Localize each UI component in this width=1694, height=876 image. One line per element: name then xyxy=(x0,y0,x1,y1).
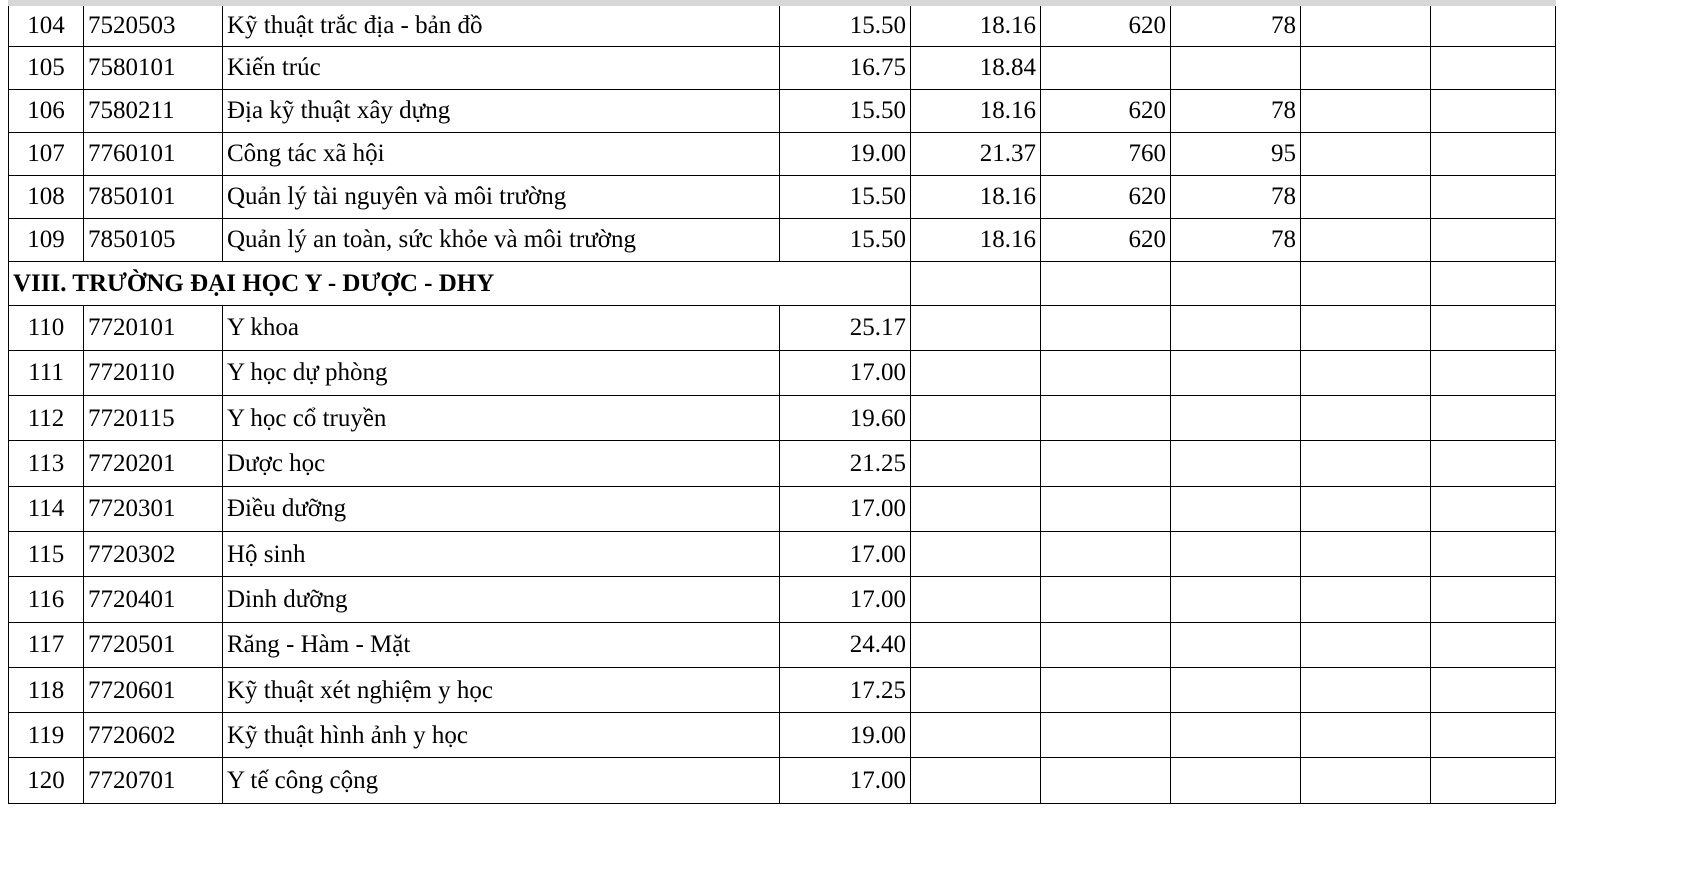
admission-scores-table xyxy=(8,0,1556,804)
row-number-cell[interactable]: 117 xyxy=(9,622,84,667)
empty-cell-1[interactable] xyxy=(1301,622,1431,667)
score-cell-3[interactable] xyxy=(1041,667,1171,712)
empty-cell-2[interactable] xyxy=(1431,622,1556,667)
section-empty-cell[interactable] xyxy=(1431,261,1556,305)
section-empty-cell[interactable] xyxy=(1301,261,1431,305)
empty-cell-1[interactable] xyxy=(1301,46,1431,89)
score-cell-4[interactable] xyxy=(1171,350,1301,395)
major-name-cell[interactable]: Dinh dưỡng xyxy=(223,577,780,622)
table-row xyxy=(9,486,1556,531)
major-name-cell[interactable]: Kỹ thuật trắc địa - bản đồ xyxy=(223,3,780,46)
score-cell-1[interactable]: 15.50 xyxy=(780,89,911,132)
score-cell-3[interactable] xyxy=(1041,396,1171,441)
score-cell-3[interactable] xyxy=(1041,758,1171,803)
score-cell-2[interactable]: 18.16 xyxy=(911,175,1041,218)
score-cell-1[interactable]: 25.17 xyxy=(780,305,911,350)
empty-cell-2[interactable] xyxy=(1431,758,1556,803)
row-number-cell[interactable]: 105 xyxy=(9,46,84,89)
score-cell-4[interactable] xyxy=(1171,758,1301,803)
score-cell-4[interactable] xyxy=(1171,46,1301,89)
row-number-cell[interactable]: 116 xyxy=(9,577,84,622)
major-code-cell[interactable]: 7720201 xyxy=(84,441,223,486)
table-row xyxy=(9,89,1556,132)
major-name-cell[interactable]: Quản lý tài nguyên và môi trường xyxy=(223,175,780,218)
major-code-cell[interactable]: 7850101 xyxy=(84,175,223,218)
major-name-cell[interactable]: Y khoa xyxy=(223,305,780,350)
score-cell-3[interactable]: 620 xyxy=(1041,3,1171,46)
score-cell-1[interactable]: 21.25 xyxy=(780,441,911,486)
score-cell-2[interactable] xyxy=(911,441,1041,486)
score-cell-4[interactable] xyxy=(1171,531,1301,576)
score-cell-2[interactable]: 18.16 xyxy=(911,3,1041,46)
table-row xyxy=(9,531,1556,576)
score-cell-1[interactable]: 17.00 xyxy=(780,531,911,576)
major-code-cell[interactable]: 7720301 xyxy=(84,486,223,531)
major-code-cell[interactable]: 7720101 xyxy=(84,305,223,350)
score-cell-3[interactable] xyxy=(1041,577,1171,622)
major-name-cell[interactable]: Công tác xã hội xyxy=(223,132,780,175)
row-number-cell[interactable]: 106 xyxy=(9,89,84,132)
score-cell-3[interactable] xyxy=(1041,622,1171,667)
score-cell-4[interactable]: 78 xyxy=(1171,3,1301,46)
score-cell-2[interactable] xyxy=(911,758,1041,803)
score-cell-3[interactable] xyxy=(1041,46,1171,89)
score-cell-1[interactable]: 16.75 xyxy=(780,46,911,89)
empty-cell-1[interactable] xyxy=(1301,132,1431,175)
score-cell-2[interactable] xyxy=(911,622,1041,667)
table-row xyxy=(9,46,1556,89)
score-cell-3[interactable] xyxy=(1041,350,1171,395)
row-number-cell[interactable]: 110 xyxy=(9,305,84,350)
table-row xyxy=(9,218,1556,261)
score-cell-4[interactable] xyxy=(1171,441,1301,486)
score-cell-2[interactable] xyxy=(911,713,1041,758)
empty-cell-2[interactable] xyxy=(1431,132,1556,175)
empty-cell-1[interactable] xyxy=(1301,713,1431,758)
table-row xyxy=(9,305,1556,350)
row-number-cell[interactable]: 114 xyxy=(9,486,84,531)
major-name-cell[interactable]: Điều dưỡng xyxy=(223,486,780,531)
table-row xyxy=(9,577,1556,622)
major-code-cell[interactable]: 7720602 xyxy=(84,713,223,758)
score-cell-2[interactable] xyxy=(911,350,1041,395)
empty-cell-2[interactable] xyxy=(1431,3,1556,46)
score-cell-2[interactable] xyxy=(911,305,1041,350)
row-number-cell[interactable]: 119 xyxy=(9,713,84,758)
major-name-cell[interactable]: Kỹ thuật hình ảnh y học xyxy=(223,713,780,758)
score-cell-1[interactable]: 24.40 xyxy=(780,622,911,667)
score-cell-4[interactable] xyxy=(1171,486,1301,531)
score-cell-1[interactable]: 15.50 xyxy=(780,175,911,218)
empty-cell-1[interactable] xyxy=(1301,577,1431,622)
empty-cell-2[interactable] xyxy=(1431,713,1556,758)
score-cell-1[interactable]: 15.50 xyxy=(780,218,911,261)
major-name-cell[interactable]: Y học cổ truyền xyxy=(223,396,780,441)
score-cell-4[interactable] xyxy=(1171,667,1301,712)
empty-cell-1[interactable] xyxy=(1301,667,1431,712)
empty-cell-2[interactable] xyxy=(1431,577,1556,622)
score-cell-4[interactable] xyxy=(1171,577,1301,622)
score-cell-2[interactable] xyxy=(911,531,1041,576)
major-name-cell[interactable]: Kiến trúc xyxy=(223,46,780,89)
major-name-cell[interactable]: Y học dự phòng xyxy=(223,350,780,395)
score-cell-4[interactable]: 78 xyxy=(1171,175,1301,218)
major-name-cell[interactable]: Kỹ thuật xét nghiệm y học xyxy=(223,667,780,712)
empty-cell-2[interactable] xyxy=(1431,305,1556,350)
score-cell-2[interactable]: 18.16 xyxy=(911,89,1041,132)
section-empty-cell[interactable] xyxy=(911,261,1041,305)
row-number-cell[interactable]: 112 xyxy=(9,396,84,441)
empty-cell-1[interactable] xyxy=(1301,531,1431,576)
major-code-cell[interactable]: 7720115 xyxy=(84,396,223,441)
score-cell-3[interactable] xyxy=(1041,486,1171,531)
major-name-cell[interactable]: Địa kỹ thuật xây dựng xyxy=(223,89,780,132)
score-cell-1[interactable]: 15.50 xyxy=(780,3,911,46)
score-cell-1[interactable]: 19.00 xyxy=(780,713,911,758)
section-title-cell[interactable]: VIII. TRƯỜNG ĐẠI HỌC Y - DƯỢC - DHY xyxy=(9,261,911,305)
major-code-cell[interactable]: 7720110 xyxy=(84,350,223,395)
empty-cell-1[interactable] xyxy=(1301,89,1431,132)
score-cell-2[interactable]: 18.16 xyxy=(911,218,1041,261)
score-cell-2[interactable] xyxy=(911,486,1041,531)
row-number-cell[interactable]: 120 xyxy=(9,758,84,803)
major-name-cell[interactable]: Hộ sinh xyxy=(223,531,780,576)
major-code-cell[interactable]: 7520503 xyxy=(84,3,223,46)
table-row xyxy=(9,713,1556,758)
section-empty-cell[interactable] xyxy=(1041,261,1171,305)
empty-cell-1[interactable] xyxy=(1301,3,1431,46)
empty-cell-2[interactable] xyxy=(1431,667,1556,712)
score-cell-3[interactable]: 620 xyxy=(1041,175,1171,218)
row-number-cell[interactable]: 111 xyxy=(9,350,84,395)
empty-cell-2[interactable] xyxy=(1431,350,1556,395)
empty-cell-1[interactable] xyxy=(1301,486,1431,531)
major-code-cell[interactable]: 7720701 xyxy=(84,758,223,803)
major-code-cell[interactable]: 7720302 xyxy=(84,531,223,576)
score-cell-4[interactable] xyxy=(1171,396,1301,441)
major-code-cell[interactable]: 7720401 xyxy=(84,577,223,622)
score-cell-3[interactable] xyxy=(1041,531,1171,576)
section-empty-cell[interactable] xyxy=(1171,261,1301,305)
table-row xyxy=(9,622,1556,667)
empty-cell-2[interactable] xyxy=(1431,175,1556,218)
empty-cell-2[interactable] xyxy=(1431,89,1556,132)
score-cell-1[interactable]: 19.60 xyxy=(780,396,911,441)
empty-cell-1[interactable] xyxy=(1301,396,1431,441)
table-row xyxy=(9,175,1556,218)
major-name-cell[interactable]: Răng - Hàm - Mặt xyxy=(223,622,780,667)
score-cell-1[interactable]: 17.25 xyxy=(780,667,911,712)
score-cell-4[interactable] xyxy=(1171,713,1301,758)
empty-cell-1[interactable] xyxy=(1301,441,1431,486)
table-row xyxy=(9,3,1556,46)
score-cell-1[interactable]: 17.00 xyxy=(780,577,911,622)
row-number-cell[interactable]: 118 xyxy=(9,667,84,712)
table-row xyxy=(9,441,1556,486)
score-cell-3[interactable]: 760 xyxy=(1041,132,1171,175)
row-number-cell[interactable]: 115 xyxy=(9,531,84,576)
score-cell-4[interactable]: 78 xyxy=(1171,89,1301,132)
score-cell-3[interactable]: 620 xyxy=(1041,218,1171,261)
score-cell-4[interactable]: 78 xyxy=(1171,218,1301,261)
major-code-cell[interactable]: 7850105 xyxy=(84,218,223,261)
row-number-cell[interactable]: 109 xyxy=(9,218,84,261)
score-cell-3[interactable] xyxy=(1041,305,1171,350)
empty-cell-1[interactable] xyxy=(1301,305,1431,350)
score-cell-2[interactable]: 21.37 xyxy=(911,132,1041,175)
table-row xyxy=(9,396,1556,441)
table-row xyxy=(9,132,1556,175)
empty-cell-2[interactable] xyxy=(1431,531,1556,576)
major-name-cell[interactable]: Y tế công cộng xyxy=(223,758,780,803)
table-row xyxy=(9,350,1556,395)
score-cell-3[interactable] xyxy=(1041,441,1171,486)
score-cell-4[interactable]: 95 xyxy=(1171,132,1301,175)
empty-cell-1[interactable] xyxy=(1301,758,1431,803)
major-code-cell[interactable]: 7720601 xyxy=(84,667,223,712)
row-number-cell[interactable]: 113 xyxy=(9,441,84,486)
section-header-row xyxy=(9,261,1556,305)
score-cell-3[interactable] xyxy=(1041,713,1171,758)
score-cell-4[interactable] xyxy=(1171,622,1301,667)
major-name-cell[interactable]: Quản lý an toàn, sức khỏe và môi trường xyxy=(223,218,780,261)
table-row xyxy=(9,758,1556,803)
empty-cell-2[interactable] xyxy=(1431,486,1556,531)
empty-cell-1[interactable] xyxy=(1301,218,1431,261)
score-cell-1[interactable]: 17.00 xyxy=(780,350,911,395)
major-code-cell[interactable]: 7580101 xyxy=(84,46,223,89)
score-cell-1[interactable]: 19.00 xyxy=(780,132,911,175)
major-code-cell[interactable]: 7760101 xyxy=(84,132,223,175)
score-cell-3[interactable]: 620 xyxy=(1041,89,1171,132)
score-cell-2[interactable] xyxy=(911,577,1041,622)
score-cell-4[interactable] xyxy=(1171,305,1301,350)
empty-cell-2[interactable] xyxy=(1431,396,1556,441)
empty-cell-2[interactable] xyxy=(1431,46,1556,89)
row-number-cell[interactable]: 107 xyxy=(9,132,84,175)
empty-cell-1[interactable] xyxy=(1301,350,1431,395)
score-cell-2[interactable] xyxy=(911,667,1041,712)
score-cell-2[interactable] xyxy=(911,396,1041,441)
empty-cell-1[interactable] xyxy=(1301,175,1431,218)
score-cell-2[interactable]: 18.84 xyxy=(911,46,1041,89)
score-cell-1[interactable]: 17.00 xyxy=(780,758,911,803)
empty-cell-2[interactable] xyxy=(1431,441,1556,486)
empty-cell-2[interactable] xyxy=(1431,218,1556,261)
major-code-cell[interactable]: 7720501 xyxy=(84,622,223,667)
major-name-cell[interactable]: Dược học xyxy=(223,441,780,486)
score-cell-1[interactable]: 17.00 xyxy=(780,486,911,531)
row-number-cell[interactable]: 108 xyxy=(9,175,84,218)
table-row xyxy=(9,667,1556,712)
row-number-cell[interactable]: 104 xyxy=(9,3,84,46)
major-code-cell[interactable]: 7580211 xyxy=(84,89,223,132)
